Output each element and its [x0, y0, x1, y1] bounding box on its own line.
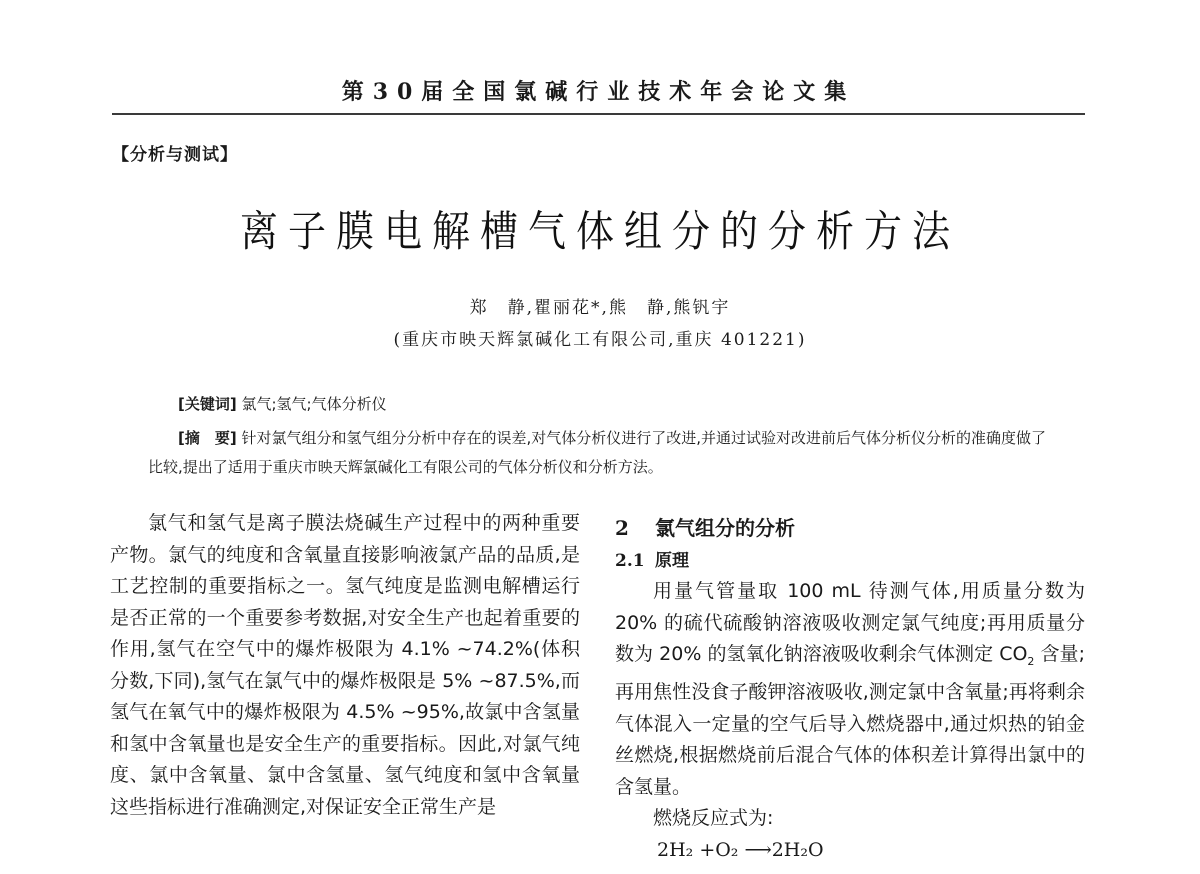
abstract — [148, 424, 1048, 482]
section-tag: 【分析与测试】 — [112, 145, 238, 165]
keywords-text: 氯气;氢气;气体分析仪 — [241, 395, 387, 413]
principle-text-b: 含量;再用焦性没食子酸钾溶液吸收,测定氯中含氧量;再将剩余气体混入一定量的空气后导入燃烧器中,通过炽热的铂金丝燃烧,根据燃烧前后混合气体的体积差计算得出氯中的含氢量。 — [615, 643, 1085, 798]
abstract-text: 针对氯气组分和氢气组分分析中存在的误差,对气体分析仪进行了改进,并通过试验对改进前后气体分析仪分析的准确度做了比较,提出了适用于重庆市映天辉氯碱化工有限公司的气体分析仪和分析方法。 — [148, 429, 1047, 476]
header-rule — [112, 113, 1085, 115]
running-title: 第30届全国氯碱行业技术年会论文集 — [341, 79, 856, 105]
principle-text-a: 用量气管量取 100 mL 待测气体,用质量分数为 20% 的硫代硫酸钠溶液吸收测定氯气纯度;再用质量分数为 20% 的氢氧化钠溶液吸收剩余气体测定 CO — [615, 580, 1085, 665]
abstract-label: [摘 要] — [178, 429, 237, 447]
article-title: 离子膜电解槽气体组分的分析方法 — [239, 206, 960, 257]
authors: 郑 静,瞿丽花*,熊 静,熊钒宇 — [469, 298, 731, 318]
subsection-number: 2.1 — [615, 551, 645, 571]
right-column — [615, 510, 1085, 866]
subsection-title: 原理 — [655, 551, 689, 571]
keywords — [178, 393, 387, 414]
page-header — [112, 74, 1085, 114]
intro-paragraph: 氯气和氢气是离子膜法烧碱生产过程中的两种重要产物。氯气的纯度和含氧量直接影响液氯产品的品质,是工艺控制的重要指标之一。氢气纯度是监测电解槽运行是否正常的一个重要参考数据,对安全生产也起着重要的作用,氢气在空气中的爆炸极限为 4.1% ~74.2%(体积分数,下同),氢气在氯气中的爆炸极限是 5% ~87.5%,而氢气在氧气中的爆炸极限为 4.5% ~95%,故氯中含氢量和氢中含氧量也是安全生产的重要指标。因此,对氯气纯度、氯中含氧量、氯中含氢量、氢气纯度和氢中含氧量这些指标进行准确测定,对保证安全正常生产是 — [110, 512, 580, 818]
reaction-intro: 燃烧反应式为: — [653, 807, 774, 830]
principle-paragraph — [615, 576, 1085, 803]
left-column — [110, 508, 580, 823]
affiliation: (重庆市映天辉氯碱化工有限公司,重庆 401221) — [393, 330, 807, 350]
section-heading — [615, 510, 1085, 546]
reaction-formula: 2H₂ +O₂ ⟶2H₂O — [657, 838, 824, 861]
keywords-label: [关键词] — [178, 395, 237, 413]
subsection-heading — [615, 546, 1085, 576]
co2-subscript: 2 — [1027, 654, 1035, 668]
section-title: 氯气组分的分析 — [655, 516, 795, 540]
section-number: 2 — [615, 516, 629, 540]
